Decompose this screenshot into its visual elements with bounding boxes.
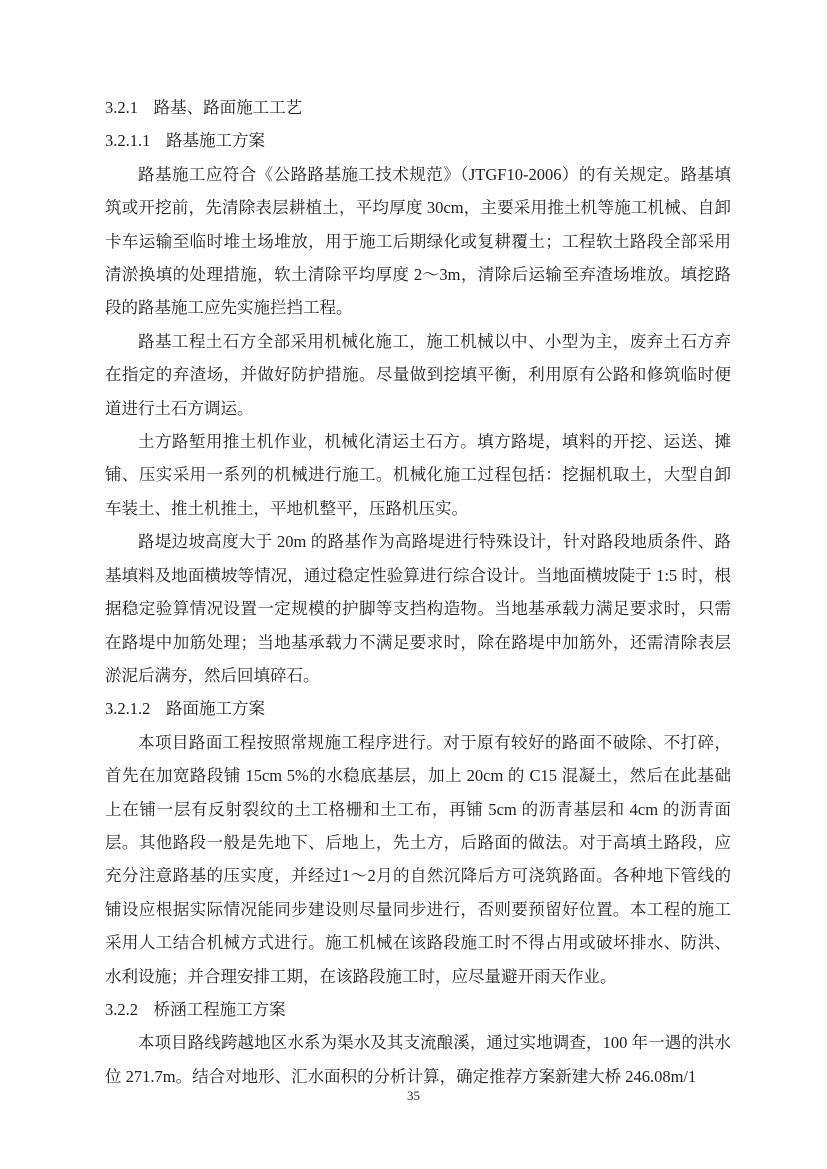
heading-bridge-culvert-plan — [105, 993, 731, 1026]
heading-number: 3.2.1 — [105, 98, 138, 117]
heading-number: 3.2.2 — [105, 999, 138, 1019]
paragraph-bridge-water-system: 本项目路线跨越地区水系为渠水及其支流酿溪，通过实地调查，100 年一遇的洪水位 271.7m。结合对地形、汇水面积的分析计算，确定推荐方案新建大桥 246.08m/1 — [105, 1033, 731, 1086]
heading-title: 路面施工方案 — [166, 699, 266, 719]
heading-number: 3.2.1.1 — [105, 131, 151, 151]
document-content — [105, 91, 731, 1093]
heading-number: 3.2.1.2 — [105, 699, 151, 719]
paragraph-cut-fill-machinery: 土方路堑用推土机作业，机械化清运土石方。填方路堤，填料的开挖、运送、摊铺、压实采用一系列的机械进行施工。机械化施工过程包括：挖掘机取土，大型自卸车装土、推土机推土，平地机整平，压路机压实。 — [105, 432, 731, 518]
heading-roadbed-pavement-technology — [105, 91, 731, 124]
paragraph-earthwork-mechanized: 路基工程土石方全部采用机械化施工，施工机械以中、小型为主，废弃土石方弃在指定的弃渣场，并做好防护措施。尽量做到挖填平衡，利用原有公路和修筑临时便道进行土石方调运。 — [105, 331, 731, 418]
heading-roadbed-construction-plan — [105, 124, 731, 157]
heading-title: 路基、路面施工工艺 — [153, 98, 303, 117]
paragraph-pavement-procedure: 本项目路面工程按照常规施工程序进行。对于原有较好的路面不破除、不打碎，首先在加宽路段铺 15cm 5%的水稳底基层，加上 20cm 的 C15 混凝土，然后在此基础上在铺一层有反射裂纹的土工格栅和土工布，再铺 5cm 的沥青基层和 4cm 的沥青面层。其他路段一般是先地下、后地上，先土方，后路面的做法。对于高填土路段，应充分注意路基的压实度，并经过1～2月的自然沉降后方可浇筑路面。各种地下管线的铺设应根据实际情况能同步建设则尽量同步进行，否则要预留好位置。本工程的施工采用人工结合机械方式进行。施工机械在该路段施工时不得占用或破坏排水、防洪、水利设施；并合理安排工期，在该路段施工时，应尽量避开雨天作业。 — [105, 732, 731, 986]
heading-pavement-construction-plan — [105, 692, 731, 725]
heading-title: 桥涵工程施工方案 — [153, 999, 286, 1019]
paragraph-roadbed-spec: 路基施工应符合《公路路基施工技术规范》（JTGF10-2006）的有关规定。路基填筑或开挖前，先清除表层耕植土，平均厚度 30cm，主要采用推土机等施工机械、自卸卡车运输至临时堆土场堆放，用于施工后期绿化或复耕覆土；工程软土路段全部采用清淤换填的处理措施，软土清除平均厚度 2～3m，清除后运输至弃渣场堆放。填挖路段的路基施工应先实施拦挡工程。 — [105, 164, 731, 318]
heading-title: 路基施工方案 — [166, 131, 266, 151]
paragraph-high-embankment-design: 路堤边坡高度大于 20m 的路基作为高路堤进行特殊设计，针对路段地质条件、路基填料及地面横坡等情况，通过稳定性验算进行综合设计。当地面横坡陡于 1:5 时，根据稳定验算情况设置一定规模的护脚等支挡构造物。当地基承载力满足要求时，只需在路堤中加筋处理；当地基承载力不满足要求时，除在路堤中加筋外，还需清除表层淤泥后满夯，然后回填碎石。 — [105, 532, 731, 685]
page-number: 35 — [407, 1088, 420, 1103]
